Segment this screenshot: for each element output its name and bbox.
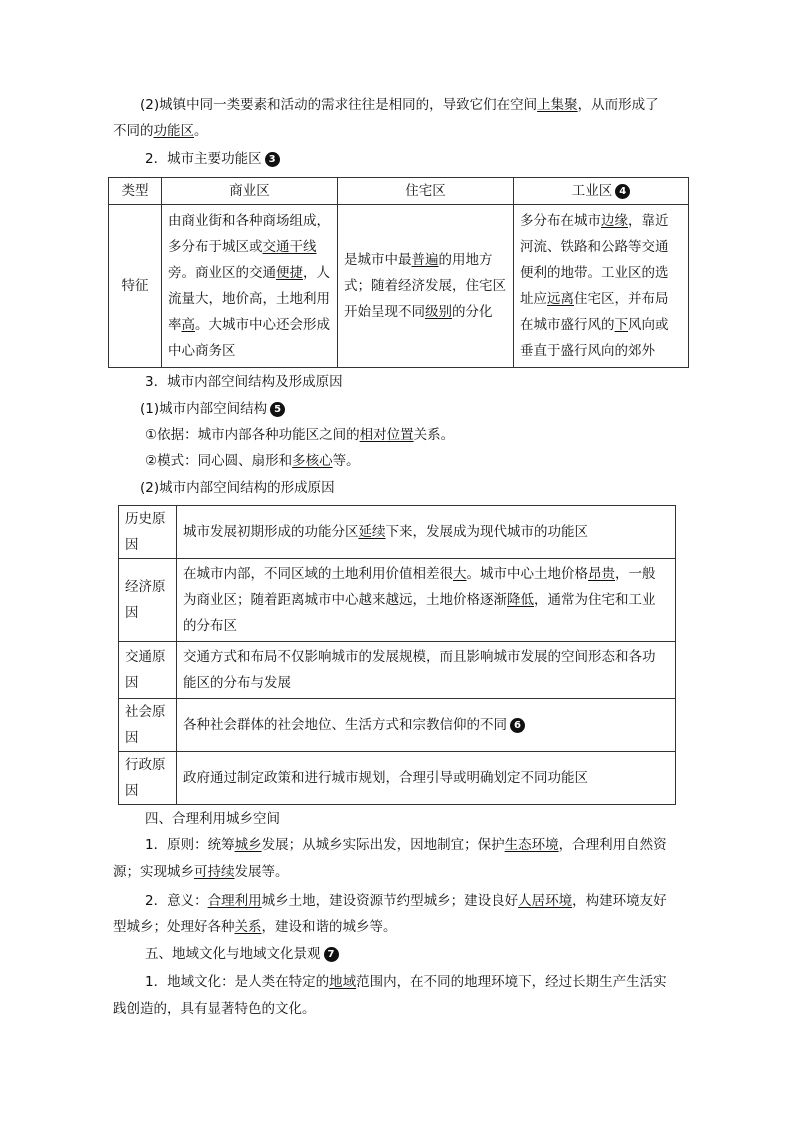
header-residential: 住宅区 [338, 178, 514, 205]
text: ，靠近 [628, 213, 669, 229]
cell-line [520, 312, 682, 338]
cell-line [183, 561, 669, 587]
underlined-term: 上集聚 [537, 97, 578, 113]
circled-number-icon: 5 [270, 402, 285, 417]
cell-industrial [514, 205, 689, 368]
text: 开始呈现不同 [344, 304, 425, 320]
underlined-term: 生态环境 [504, 837, 559, 853]
underlined-term: 多核心 [292, 453, 333, 469]
cell-line: 的分布区 [183, 618, 237, 634]
header-text: 工业区 [571, 183, 613, 199]
paragraph-regional-culture [145, 972, 667, 992]
text: 是城市中最 [344, 252, 412, 268]
row-value: 政府通过制定政策和进行城市规划，合理引导或明确划定不同功能区 [177, 752, 676, 805]
key-line: 因 [125, 675, 139, 691]
text: 发展；从城乡实际出发，因地制宜；保护 [261, 837, 505, 853]
circled-number-icon: 3 [265, 152, 280, 167]
text: ①依据：城市内部各种功能区之间的 [145, 427, 360, 443]
paragraph-function-zone [140, 95, 659, 115]
text: 型城乡；处理好各种 [113, 919, 235, 935]
text: 。城市中心土地价格 [466, 566, 588, 582]
underlined-term: 相对位置 [359, 427, 414, 443]
cell-line: 中心商务区 [168, 343, 236, 359]
text: ，合理利用自然资 [558, 837, 667, 853]
underlined-term: 城乡 [234, 837, 262, 853]
underlined-term: 昂贵 [588, 566, 615, 582]
cell-line [520, 286, 682, 312]
underlined-term: 高 [181, 317, 195, 333]
text: 址应 [520, 291, 547, 307]
text: ，人 [303, 265, 330, 281]
cell-line [520, 208, 682, 234]
text: 的用地方 [438, 252, 493, 268]
underlined-term: 关系 [234, 919, 262, 935]
underlined-term: 边缘 [601, 213, 628, 229]
header-industrial [514, 178, 689, 205]
text: ，建设和谐的城乡等。 [261, 919, 397, 935]
text: 城市发展初期形成的功能分区 [183, 524, 359, 540]
underlined-term: 合理利用 [207, 893, 262, 909]
key-line: 交通原 [125, 649, 166, 665]
text: ，一般 [615, 566, 656, 582]
key-line: 因 [125, 605, 139, 621]
row-key [119, 699, 177, 752]
cell-commercial [162, 205, 338, 368]
heading-text: (1)城市内部空间结构 [140, 401, 268, 417]
section-heading-main-zones [145, 149, 280, 169]
row-label: 特征 [109, 205, 162, 368]
row-key [119, 506, 177, 559]
paragraph-basis [145, 425, 454, 445]
cell-line [168, 234, 331, 260]
cell-line: 垂直于盛行风向的郊外 [520, 343, 655, 359]
underlined-term: 延续 [358, 524, 386, 540]
row-key [119, 559, 177, 642]
underlined-term: 便捷 [276, 265, 303, 281]
text: 源；实现城乡 [113, 864, 194, 880]
key-line: 行政原 [125, 757, 166, 773]
paragraph-regional-culture-cont [113, 999, 316, 1019]
cell-line [168, 312, 331, 338]
text: ②模式：同心圆、扇形和 [145, 453, 293, 469]
row-value [177, 506, 676, 559]
paragraph-significance-cont [113, 917, 397, 937]
key-line: 因 [125, 730, 139, 746]
section-heading-urban-rural [145, 809, 280, 829]
text: 为商业区；随着距离城市中心越来越远，土地价格逐渐 [183, 592, 507, 608]
paragraph-function-zone-cont [113, 121, 208, 141]
text: 下来，发展成为现代城市的功能区 [385, 524, 588, 540]
table-row [119, 752, 676, 805]
cell-line [344, 247, 507, 273]
cell-line: 交通方式和布局不仅影响城市的发展规模，而且影响城市发展的空间形态和各功 [183, 649, 656, 665]
subheading-causes [140, 478, 335, 498]
text: 在城市盛行风的 [520, 317, 615, 333]
text: 率 [168, 317, 182, 333]
text: ，从而形成了 [577, 97, 659, 113]
underlined-term: 可持续 [194, 864, 235, 880]
row-key [119, 642, 177, 699]
row-value [177, 642, 676, 699]
cell-line [344, 299, 507, 325]
header-commercial: 商业区 [162, 178, 338, 205]
text: 范围内，在不同的地理环境下，经过长期生产生活实 [356, 974, 667, 990]
text: 城乡土地，建设资源节约型城乡；建设良好 [261, 893, 519, 909]
heading-text: 3．城市内部空间结构及形成原因 [145, 374, 343, 390]
key-line: 因 [125, 537, 139, 553]
text: 1．原则：统筹 [145, 837, 235, 853]
key-line: 经济原 [125, 579, 166, 595]
heading-text: 2．城市主要功能区 [145, 151, 262, 167]
key-line: 历史原 [125, 511, 166, 527]
row-value [177, 699, 676, 752]
underlined-term: 下 [614, 317, 628, 333]
table-row [119, 642, 676, 699]
underlined-term: 大 [453, 566, 467, 582]
circled-number-icon: 4 [615, 184, 630, 199]
circled-number-icon: 6 [510, 718, 525, 733]
heading-text: 五、地域文化与地域文化景观 [145, 946, 321, 962]
text: 不同的 [113, 123, 154, 139]
underlined-term: 人居环境 [518, 893, 573, 909]
section-heading-internal-structure [145, 372, 343, 392]
paragraph-principles [145, 835, 667, 855]
text: 的分化 [452, 304, 493, 320]
text: 在城市内部，不同区域的土地利用价值相差很 [183, 566, 453, 582]
section-heading-regional-culture [145, 944, 339, 964]
text: 旁。商业区的交通 [168, 265, 276, 281]
table-header-row [109, 178, 689, 205]
text: (2)城镇中同一类要素和活动的需求往往是相同的，导致它们在空间 [140, 97, 538, 113]
cause-table [118, 505, 676, 805]
text: 。大城市中心还会形成 [195, 317, 330, 333]
cell-line: 由商业街和各种商场组成， [168, 213, 330, 229]
underlined-term: 普遍 [411, 252, 439, 268]
underlined-term: 远离 [547, 291, 574, 307]
cell-line [168, 260, 331, 286]
table-row [109, 205, 689, 368]
cell-residential [338, 205, 514, 368]
cell-line [183, 587, 669, 613]
circled-number-icon: 7 [324, 947, 339, 962]
text: 住宅区，并布局 [574, 291, 669, 307]
key-line: 因 [125, 783, 139, 799]
row-value [177, 559, 676, 642]
text: 风向或 [628, 317, 669, 333]
heading-text: 四、合理利用城乡空间 [145, 811, 280, 827]
cell-line: 流量大，地价高，土地利用 [168, 291, 330, 307]
table-row [119, 699, 676, 752]
cell-line: 便利的地带。工业区的选 [520, 265, 669, 281]
cell-line: 河流、铁路和公路等交通 [520, 239, 669, 255]
text: 1．地域文化：是人类在特定的 [145, 974, 330, 990]
underlined-term: 功能区 [153, 123, 194, 139]
table-row [119, 559, 676, 642]
text: 多分布在城市 [520, 213, 601, 229]
key-line: 社会原 [125, 704, 166, 720]
header-type: 类型 [109, 178, 162, 205]
text: ，构建环境友好 [572, 893, 667, 909]
underlined-term: 级别 [425, 304, 452, 320]
underlined-term: 地域 [329, 974, 357, 990]
text: 践创造的，具有显著特色的文化。 [113, 1001, 316, 1017]
subheading-structure [140, 399, 285, 419]
row-key [119, 752, 177, 805]
text: 。 [194, 123, 208, 139]
table-row [119, 506, 676, 559]
cell-line: 式；随着经济发展，住宅区 [344, 278, 506, 294]
underlined-term: 交通干线 [262, 239, 317, 255]
text: 2．意义： [145, 893, 208, 909]
heading-text: (2)城市内部空间结构的形成原因 [140, 480, 335, 496]
text: 发展等。 [234, 864, 289, 880]
cell-line: 能区的分布与发展 [183, 675, 291, 691]
text: 关系。 [413, 427, 455, 443]
text: 多分布于城区或 [168, 239, 263, 255]
text: ，通常为住宅和工业 [534, 592, 656, 608]
underlined-term: 降低 [507, 592, 534, 608]
function-zone-table [108, 177, 689, 368]
text: 等。 [332, 453, 360, 469]
paragraph-principles-cont [113, 862, 289, 882]
paragraph-models [145, 451, 360, 471]
text: 各种社会群体的社会地位、生活方式和宗教信仰的不同 [183, 717, 507, 733]
paragraph-significance [145, 891, 667, 911]
